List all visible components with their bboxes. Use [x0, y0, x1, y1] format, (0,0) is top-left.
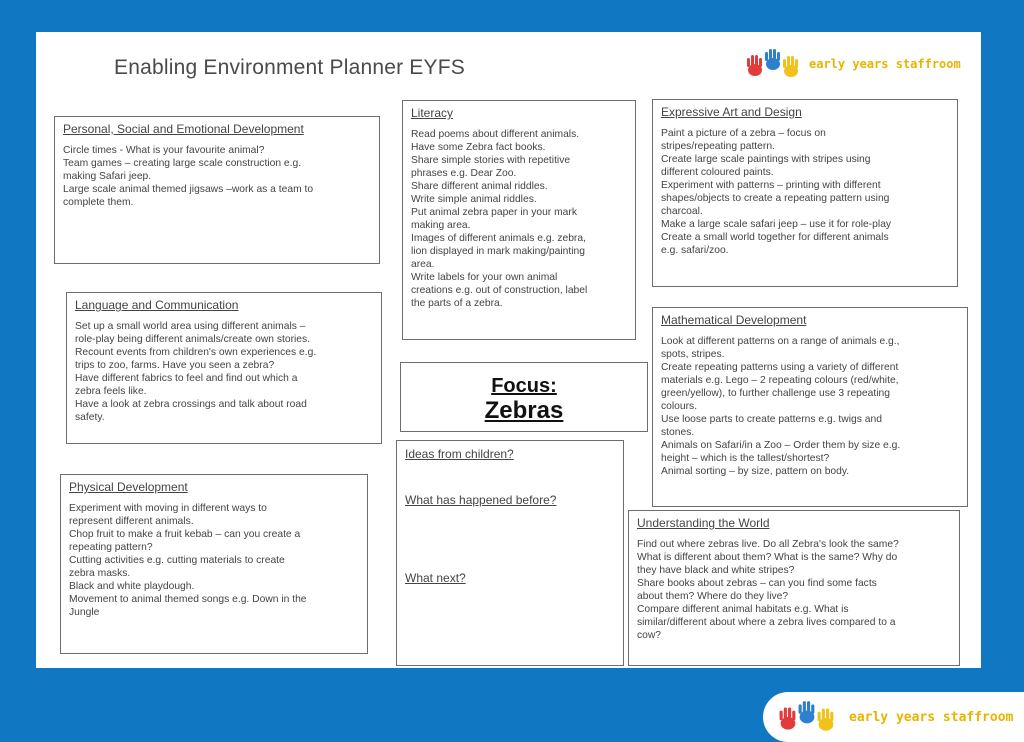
language-line: Set up a small world area using different animals – [75, 321, 306, 332]
focus-box [400, 362, 648, 432]
literacy-heading: Literacy [411, 106, 454, 120]
focus-topic: Zebras [484, 397, 564, 424]
brand-name: early years staffroom [849, 709, 1014, 725]
literacy-line: Write labels for your own animal [411, 272, 558, 283]
literacy-line: making area. [411, 220, 471, 231]
expressive-art-line: Make a large scale safari jeep – use it for role-play [661, 219, 892, 230]
understanding-world-line: cow? [637, 630, 662, 641]
language-line: zebra feels like. [75, 386, 147, 397]
literacy-line: Put animal zebra paper in your mark [411, 207, 577, 218]
expressive-art-line: Create large scale paintings with stripes using [661, 154, 871, 165]
literacy-line: Read poems about different animals. [411, 129, 580, 140]
physical-line: zebra masks. [69, 568, 131, 579]
ideas-question: Ideas from children? [405, 447, 514, 461]
maths-line: materials e.g. Lego – 2 repeating colours (red/white, [661, 375, 899, 386]
language-line: trips to zoo, farms. Have you seen a zebra? [75, 360, 275, 371]
maths-line: Use loose parts to create patterns e.g. twigs and [661, 414, 882, 425]
psed-line: making Safari jeep. [63, 171, 152, 182]
maths-heading: Mathematical Development [661, 313, 807, 327]
brand-logo-bottom [763, 692, 1024, 742]
expressive-art-line: stripes/repeating pattern. [661, 141, 775, 152]
understanding-world-line: they have black and white stripes? [637, 565, 795, 576]
language-line: Recount events from children's own experiences e.g. [75, 347, 317, 358]
maths-line: Animal sorting – by size, pattern on body. [661, 466, 850, 477]
maths-line: stones. [661, 427, 695, 438]
physical-line: Chop fruit to make a fruit kebab – can you create a [69, 529, 301, 540]
language-line: Have different fabrics to feel and find out which a [75, 373, 298, 384]
maths-line: Look at different patterns on a range of animals e.g., [661, 336, 900, 347]
literacy-line: phrases e.g. Dear Zoo. [411, 168, 517, 179]
literacy-line: lion displayed in mark making/painting [411, 246, 585, 257]
language-box [66, 292, 382, 444]
expressive-art-box [652, 99, 958, 287]
maths-line: colours. [661, 401, 698, 412]
physical-heading: Physical Development [69, 480, 188, 494]
literacy-line: Write simple animal riddles. [411, 194, 537, 205]
language-heading: Language and Communication [75, 298, 239, 312]
psed-heading: Personal, Social and Emotional Development [63, 122, 304, 136]
focus-label: Focus: [491, 375, 557, 397]
psed-line: complete them. [63, 197, 134, 208]
physical-line: represent different animals. [69, 516, 194, 527]
maths-line: spots, stripes. [661, 349, 725, 360]
expressive-art-line: Experiment with patterns – printing with different [661, 180, 881, 191]
maths-line: height – which is the tallest/shortest? [661, 453, 830, 464]
physical-box [60, 474, 368, 654]
page-title: Enabling Environment Planner EYFS [114, 56, 465, 79]
literacy-line: the parts of a zebra. [411, 298, 503, 309]
before-question: What has happened before? [405, 493, 557, 507]
literacy-box [402, 100, 636, 340]
physical-line: Jungle [69, 607, 100, 618]
expressive-art-line: Paint a picture of a zebra – focus on [661, 128, 826, 139]
maths-line: Create repeating patterns using a variety of different [661, 362, 899, 373]
understanding-world-box [628, 510, 960, 666]
physical-line: Black and white playdough. [69, 581, 195, 592]
physical-line: Cutting activities e.g. cutting materials to create [69, 555, 285, 566]
literacy-line: creations e.g. out of construction, label [411, 285, 588, 296]
expressive-art-line: different coloured paints. [661, 167, 774, 178]
maths-box [652, 307, 968, 507]
physical-line: repeating pattern? [69, 542, 153, 553]
next-question: What next? [405, 571, 466, 585]
expressive-art-line: charcoal. [661, 206, 703, 217]
psed-line: Circle times - What is your favourite animal? [63, 145, 265, 156]
ideas-box [396, 440, 624, 666]
psed-line: Large scale animal themed jigsaws –work as a team to [63, 184, 314, 195]
understanding-world-line: What is different about them? What is the same? Why do [637, 552, 898, 563]
psed-line: Team games – creating large scale construction e.g. [63, 158, 302, 169]
understanding-world-heading: Understanding the World [637, 516, 770, 530]
psed-box [54, 116, 380, 264]
understanding-world-line: about them? Where do they live? [637, 591, 789, 602]
literacy-line: Images of different animals e.g. zebra, [411, 233, 586, 244]
language-line: role-play being different animals/create own stories. [75, 334, 311, 345]
physical-line: Movement to animal themed songs e.g. Down in the [69, 594, 307, 605]
language-line: Have a look at zebra crossings and talk about road [75, 399, 307, 410]
expressive-art-line: Create a small world together for different animals [661, 232, 889, 243]
maths-line: green/yellow), to further challenge use 3 repeating [661, 388, 890, 399]
brand-name: early years staffroom [809, 57, 961, 71]
maths-line: Animals on Safari/in a Zoo – Order them by size e.g. [661, 440, 901, 451]
literacy-line: Share different animal riddles. [411, 181, 548, 192]
literacy-line: area. [411, 259, 435, 270]
understanding-world-line: Compare different animal habitats e.g. What is [637, 604, 849, 615]
understanding-world-line: Share books about zebras – can you find some facts [637, 578, 877, 589]
physical-line: Experiment with moving in different ways to [69, 503, 267, 514]
literacy-line: Share simple stories with repetitive [411, 155, 571, 166]
planner-sheet [36, 32, 981, 668]
literacy-line: Have some Zebra fact books. [411, 142, 546, 153]
hands-logo-icon [771, 698, 843, 736]
expressive-art-heading: Expressive Art and Design [661, 105, 802, 119]
understanding-world-line: Find out where zebras live. Do all Zebra's look the same? [637, 539, 899, 550]
understanding-world-line: similar/different about where a zebra lives compared to a [637, 617, 896, 628]
hands-logo-icon [741, 46, 805, 82]
expressive-art-line: e.g. safari/zoo. [661, 245, 729, 256]
brand-logo-top [741, 44, 961, 84]
language-line: safety. [75, 412, 105, 423]
expressive-art-line: shapes/objects to create a repeating pattern using [661, 193, 890, 204]
